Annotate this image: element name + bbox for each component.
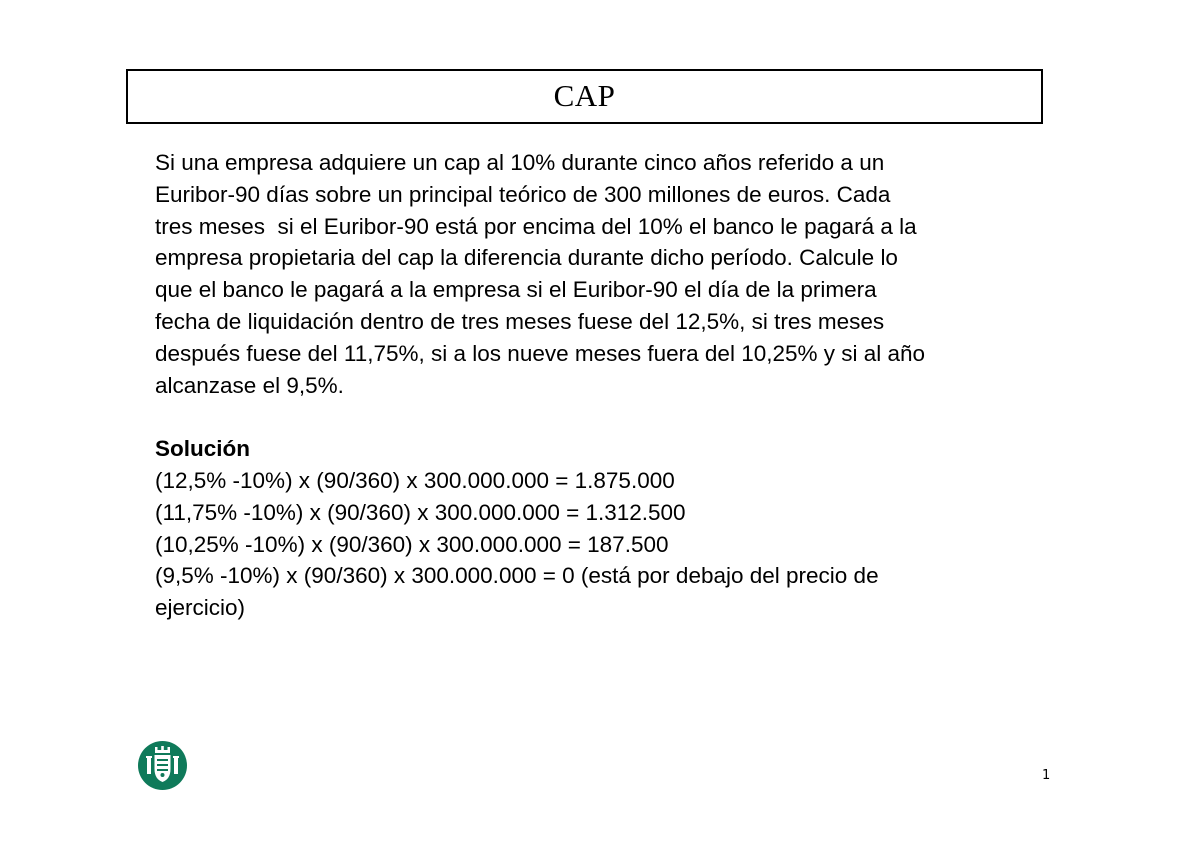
solution-heading: Solución: [155, 436, 250, 462]
problem-statement: [155, 147, 1055, 401]
problem-line: fecha de liquidación dentro de tres meses fuese del 12,5%, si tres meses: [155, 308, 885, 334]
problem-line: alcanzase el 9,5%.: [155, 372, 344, 398]
problem-line: tres meses si el Euribor-90 está por encima del 10% el banco le pagará a la: [155, 213, 917, 239]
document-body: [155, 147, 1055, 624]
page-title: CAP: [553, 78, 616, 113]
solution-line: ejercicio): [155, 595, 246, 621]
spacer: [155, 401, 1055, 433]
problem-line: Euribor-90 días sobre un principal teórico de 300 millones de euros. Cada: [155, 181, 891, 207]
solution-line: (9,5% -10%) x (90/360) x 300.000.000 = 0 (está por debajo del precio de: [155, 563, 879, 589]
university-seal-icon: [138, 741, 187, 790]
page-number: 1: [1042, 768, 1051, 783]
solution-section: [155, 433, 1055, 624]
solution-line: (10,25% -10%) x (90/360) x 300.000.000 = 187.500: [155, 531, 669, 557]
solution-line: (11,75% -10%) x (90/360) x 300.000.000 = 1.312.500: [155, 499, 686, 525]
problem-line: Si una empresa adquiere un cap al 10% durante cinco años referido a un: [155, 150, 885, 175]
problem-line: después fuese del 11,75%, si a los nueve meses fuera del 10,25% y si al año: [155, 340, 926, 366]
problem-line: que el banco le pagará a la empresa si el Euribor-90 el día de la primera: [155, 277, 877, 303]
solution-line: (12,5% -10%) x (90/360) x 300.000.000 = 1.875.000: [155, 467, 675, 493]
title-box: [126, 69, 1043, 124]
problem-line: empresa propietaria del cap la diferencia durante dicho período. Calcule lo: [155, 245, 898, 271]
